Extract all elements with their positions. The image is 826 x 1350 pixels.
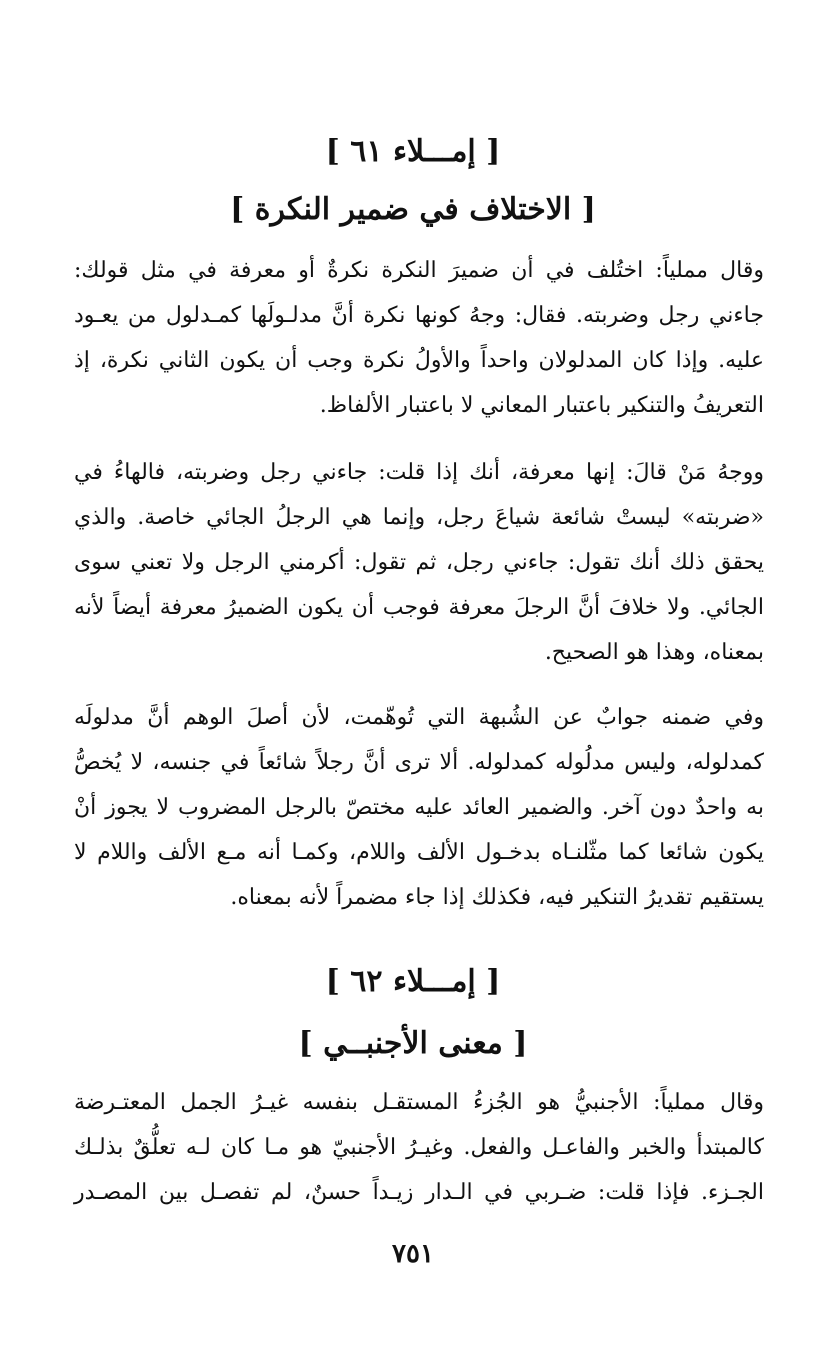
text-line: الجـزء. فإذا قلت: ضـربي في الـدار زيـداً حسنٌ، لم تفصـل بين المصـدر [74, 1180, 765, 1205]
paragraph-61-3 [74, 695, 764, 920]
paragraph-62-1 [74, 1080, 764, 1215]
text-line: «ضربته» ليستْ شائعة شياعَ رجل، وإنما هي الرجلُ الجائي خاصة. والذي [74, 505, 764, 530]
section-62-title: [ معنى الأجنبــي ] [298, 1026, 528, 1061]
text-line: وقال مملياً: الأجنبيُّ هو الجُزءُ المستقـل بنفسه غيـرُ الجمل المعتـرضة [74, 1090, 764, 1115]
text-line: وفي ضمنه جوابٌ عن الشُبهة التي تُوهّمت، لأن أصلَ الوهم أنَّ مدلولَه [74, 705, 764, 730]
text-line: بمعناه، وهذا هو الصحيح. [544, 640, 764, 665]
section-61-title: [ الاختلاف في ضمير النكرة ] [230, 192, 596, 227]
paragraph-61-1 [74, 248, 764, 428]
text-line: ووجهُ مَنْ قالَ: إنها معرفة، أنك إذا قلت: جاءني رجل وضربته، فالهاءُ في [74, 460, 764, 485]
text-line: كالمبتدأ والخبر والفاعـل والفعل. وغيـرُ الأجنبيّ هو مـا كان لـه تعلُّقٌ بذلـك [74, 1135, 764, 1160]
imla-61-heading: [ إمـــلاء ٦١ ] [325, 134, 501, 169]
text-line: وقال مملياً: اختُلف في أن ضميرَ النكرة نكرةٌ أو معرفة في مثل قولك: [74, 258, 764, 283]
text-line: جاءني رجل وضربته. فقال: وجهُ كونها نكرة أنَّ مدلـولَها كمـدلول من يعـود [74, 303, 764, 328]
text-line: التعريفُ والتنكير باعتبار المعاني لا باعتبار الألفاظ. [319, 393, 764, 418]
text-line: عليه. وإذا كان المدلولان واحداً والأولُ نكرة وجب أن يكون الثاني نكرة، إذ [74, 348, 764, 373]
page-number: ٧٥١ [392, 1239, 434, 1269]
text-line: يكون شائعا كما مثّلنـاه بدخـول الألف واللام، وكمـا أنه مـع الألف واللام لا [74, 840, 764, 865]
text-line: الجائي. ولا خلافَ أنَّ الرجلَ معرفة فوجب أن يكون الضميرُ معرفة أيضاً لأنه [74, 595, 764, 620]
imla-62-heading: [ إمـــلاء ٦٢ ] [325, 964, 501, 999]
text-line: كمدلوله، وليس مدلُوله كمدلوله. ألا ترى أنَّ رجلاً شائعاً في جنسه، لا يُخصُّ [74, 750, 764, 775]
paragraph-61-2 [74, 450, 764, 675]
text-line: يستقيم تقديرُ التنكير فيه، فكذلك إذا جاء مضمراً لأنه بمعناه. [230, 885, 764, 910]
text-line: به واحدٌ دون آخر. والضمير العائد عليه مختصّ بالرجل المضروب لا يجوز أنْ [74, 795, 764, 820]
text-line: يحقق ذلك أنك تقول: جاءني رجل، ثم تقول: أكرمني الرجل ولا تعني سوى [74, 550, 764, 575]
